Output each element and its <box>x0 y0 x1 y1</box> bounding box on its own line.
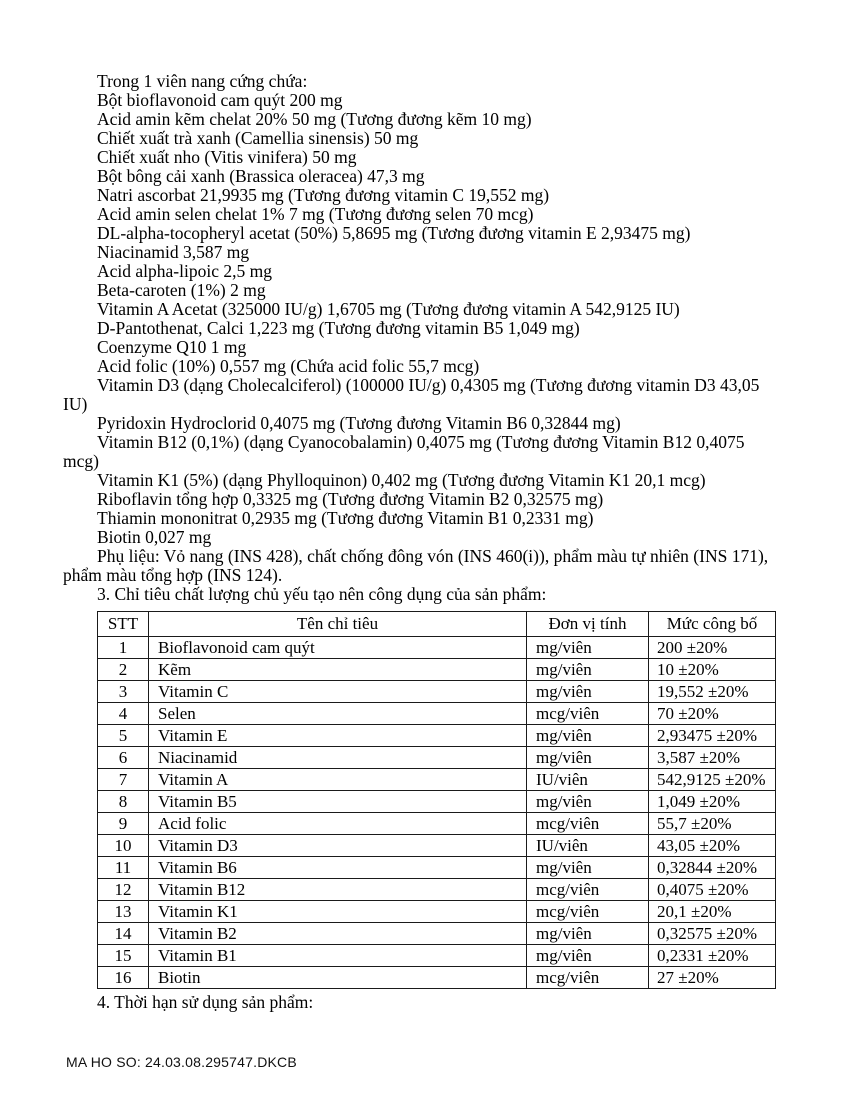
cell-value: 542,9125 ±20% <box>649 769 776 791</box>
ingredient-paragraph: Vitamin D3 (dạng Cholecalciferol) (100000 IU/g) 0,4305 mg (Tương đương vitamin D3 43,05 IU) <box>63 375 760 414</box>
cell-value: 0,32575 ±20% <box>649 923 776 945</box>
cell-unit: mcg/viên <box>527 813 649 835</box>
cell-unit: mcg/viên <box>527 967 649 989</box>
cell-name: Vitamin B1 <box>149 945 527 967</box>
cell-unit: mg/viên <box>527 659 649 681</box>
ingredient-paragraph: Vitamin B12 (0,1%) (dạng Cyanocobalamin) 0,4075 mg (Tương đương Vitamin B12 0,4075 mcg) <box>63 432 745 471</box>
cell-name: Vitamin D3 <box>149 835 527 857</box>
cell-stt: 10 <box>98 835 149 857</box>
cell-stt: 14 <box>98 923 149 945</box>
table-row <box>98 681 776 703</box>
cell-name: Vitamin C <box>149 681 527 703</box>
cell-stt: 12 <box>98 879 149 901</box>
cell-value: 0,2331 ±20% <box>649 945 776 967</box>
cell-value: 1,049 ±20% <box>649 791 776 813</box>
cell-value: 10 ±20% <box>649 659 776 681</box>
ingredient-paragraph: Chiết xuất nho (Vitis vinifera) 50 mg <box>97 147 357 167</box>
table-row <box>98 835 776 857</box>
cell-stt: 2 <box>98 659 149 681</box>
cell-value: 3,587 ±20% <box>649 747 776 769</box>
cell-unit: mcg/viên <box>527 703 649 725</box>
table-row <box>98 813 776 835</box>
cell-stt: 3 <box>98 681 149 703</box>
cell-stt: 8 <box>98 791 149 813</box>
ingredient-paragraph: Vitamin A Acetat (325000 IU/g) 1,6705 mg (Tương đương vitamin A 542,9125 IU) <box>97 299 680 319</box>
cell-name: Biotin <box>149 967 527 989</box>
cell-name: Vitamin B5 <box>149 791 527 813</box>
section-3-heading: 3. Chỉ tiêu chất lượng chủ yếu tạo nên công dụng của sản phẩm: <box>97 584 547 604</box>
cell-value: 27 ±20% <box>649 967 776 989</box>
ingredient-paragraph: Phụ liệu: Vỏ nang (INS 428), chất chống đông vón (INS 460(i)), phẩm màu tự nhiên (INS 171), phẩm màu tổng hợp (INS 124). <box>63 546 769 585</box>
quality-criteria-table <box>97 611 776 989</box>
cell-unit: IU/viên <box>527 835 649 857</box>
cell-stt: 11 <box>98 857 149 879</box>
ingredient-paragraph: Vitamin K1 (5%) (dạng Phylloquinon) 0,402 mg (Tương đương Vitamin K1 20,1 mcg) <box>97 470 706 490</box>
col-header-value: Mức công bố <box>649 612 776 637</box>
ingredient-paragraph: DL-alpha-tocopheryl acetat (50%) 5,8695 mg (Tương đương vitamin E 2,93475 mg) <box>97 223 691 243</box>
ingredient-paragraph: Riboflavin tổng hợp 0,3325 mg (Tương đương Vitamin B2 0,32575 mg) <box>97 489 604 509</box>
table-row <box>98 967 776 989</box>
table-row <box>98 747 776 769</box>
ingredient-paragraph: Bột bioflavonoid cam quýt 200 mg <box>97 90 343 110</box>
cell-unit: mg/viên <box>527 747 649 769</box>
ingredient-paragraph: D-Pantothenat, Calci 1,223 mg (Tương đương vitamin B5 1,049 mg) <box>97 318 580 338</box>
cell-name: Selen <box>149 703 527 725</box>
cell-unit: mcg/viên <box>527 901 649 923</box>
cell-stt: 4 <box>98 703 149 725</box>
cell-unit: mg/viên <box>527 857 649 879</box>
cell-stt: 7 <box>98 769 149 791</box>
ingredient-paragraph: Bột bông cải xanh (Brassica oleracea) 47,3 mg <box>97 166 425 186</box>
cell-name: Vitamin B2 <box>149 923 527 945</box>
ingredient-paragraph: Chiết xuất trà xanh (Camellia sinensis) 50 mg <box>97 128 419 148</box>
table-row <box>98 857 776 879</box>
cell-name: Vitamin K1 <box>149 901 527 923</box>
ingredient-paragraph: Trong 1 viên nang cứng chứa: <box>97 71 308 91</box>
cell-value: 2,93475 ±20% <box>649 725 776 747</box>
cell-name: Niacinamid <box>149 747 527 769</box>
cell-stt: 9 <box>98 813 149 835</box>
table-row <box>98 769 776 791</box>
ingredient-paragraph: Acid folic (10%) 0,557 mg (Chứa acid folic 55,7 mcg) <box>97 356 480 376</box>
ingredient-paragraph: Acid alpha-lipoic 2,5 mg <box>97 261 272 281</box>
ingredient-paragraph: Coenzyme Q10 1 mg <box>97 337 247 357</box>
cell-unit: mg/viên <box>527 791 649 813</box>
cell-value: 43,05 ±20% <box>649 835 776 857</box>
cell-unit: mg/viên <box>527 945 649 967</box>
col-header-stt: STT <box>98 612 149 637</box>
table-row <box>98 725 776 747</box>
ingredient-paragraph: Natri ascorbat 21,9935 mg (Tương đương vitamin C 19,552 mg) <box>97 185 550 205</box>
cell-unit: mg/viên <box>527 725 649 747</box>
cell-stt: 5 <box>98 725 149 747</box>
cell-value: 20,1 ±20% <box>649 901 776 923</box>
cell-unit: mcg/viên <box>527 879 649 901</box>
cell-name: Vitamin B6 <box>149 857 527 879</box>
cell-value: 19,552 ±20% <box>649 681 776 703</box>
table-row <box>98 901 776 923</box>
cell-name: Bioflavonoid cam quýt <box>149 637 527 659</box>
ingredient-paragraph: Biotin 0,027 mg <box>97 527 212 547</box>
cell-unit: mg/viên <box>527 681 649 703</box>
ingredient-paragraph: Beta-caroten (1%) 2 mg <box>97 280 266 300</box>
cell-name: Kẽm <box>149 659 527 681</box>
dossier-code: MA HO SO: 24.03.08.295747.DKCB <box>66 1054 297 1070</box>
ingredient-paragraph: Thiamin mononitrat 0,2935 mg (Tương đương Vitamin B1 0,2331 mg) <box>97 508 594 528</box>
cell-stt: 13 <box>98 901 149 923</box>
table-row <box>98 659 776 681</box>
ingredient-paragraph: Niacinamid 3,587 mg <box>97 242 250 262</box>
cell-stt: 6 <box>98 747 149 769</box>
cell-stt: 16 <box>98 967 149 989</box>
cell-value: 0,32844 ±20% <box>649 857 776 879</box>
cell-stt: 15 <box>98 945 149 967</box>
cell-unit: mg/viên <box>527 637 649 659</box>
table-header-row <box>98 612 776 637</box>
cell-value: 200 ±20% <box>649 637 776 659</box>
table-row <box>98 923 776 945</box>
cell-name: Vitamin B12 <box>149 879 527 901</box>
cell-value: 70 ±20% <box>649 703 776 725</box>
ingredient-paragraph: Acid amin selen chelat 1% 7 mg (Tương đương selen 70 mcg) <box>97 204 534 224</box>
cell-unit: IU/viên <box>527 769 649 791</box>
section-4-heading: 4. Thời hạn sử dụng sản phẩm: <box>97 992 314 1012</box>
col-header-unit: Đơn vị tính <box>527 612 649 637</box>
cell-name: Vitamin E <box>149 725 527 747</box>
col-header-name: Tên chỉ tiêu <box>149 612 527 637</box>
cell-value: 55,7 ±20% <box>649 813 776 835</box>
table-row <box>98 945 776 967</box>
ingredient-paragraph: Acid amin kẽm chelat 20% 50 mg (Tương đương kẽm 10 mg) <box>97 109 532 129</box>
table-row <box>98 879 776 901</box>
table-row <box>98 637 776 659</box>
table-row <box>98 791 776 813</box>
cell-unit: mg/viên <box>527 923 649 945</box>
ingredient-paragraph: Pyridoxin Hydroclorid 0,4075 mg (Tương đương Vitamin B6 0,32844 mg) <box>97 413 621 433</box>
cell-stt: 1 <box>98 637 149 659</box>
cell-name: Vitamin A <box>149 769 527 791</box>
cell-name: Acid folic <box>149 813 527 835</box>
document-body <box>63 72 776 1012</box>
table-row <box>98 703 776 725</box>
cell-value: 0,4075 ±20% <box>649 879 776 901</box>
